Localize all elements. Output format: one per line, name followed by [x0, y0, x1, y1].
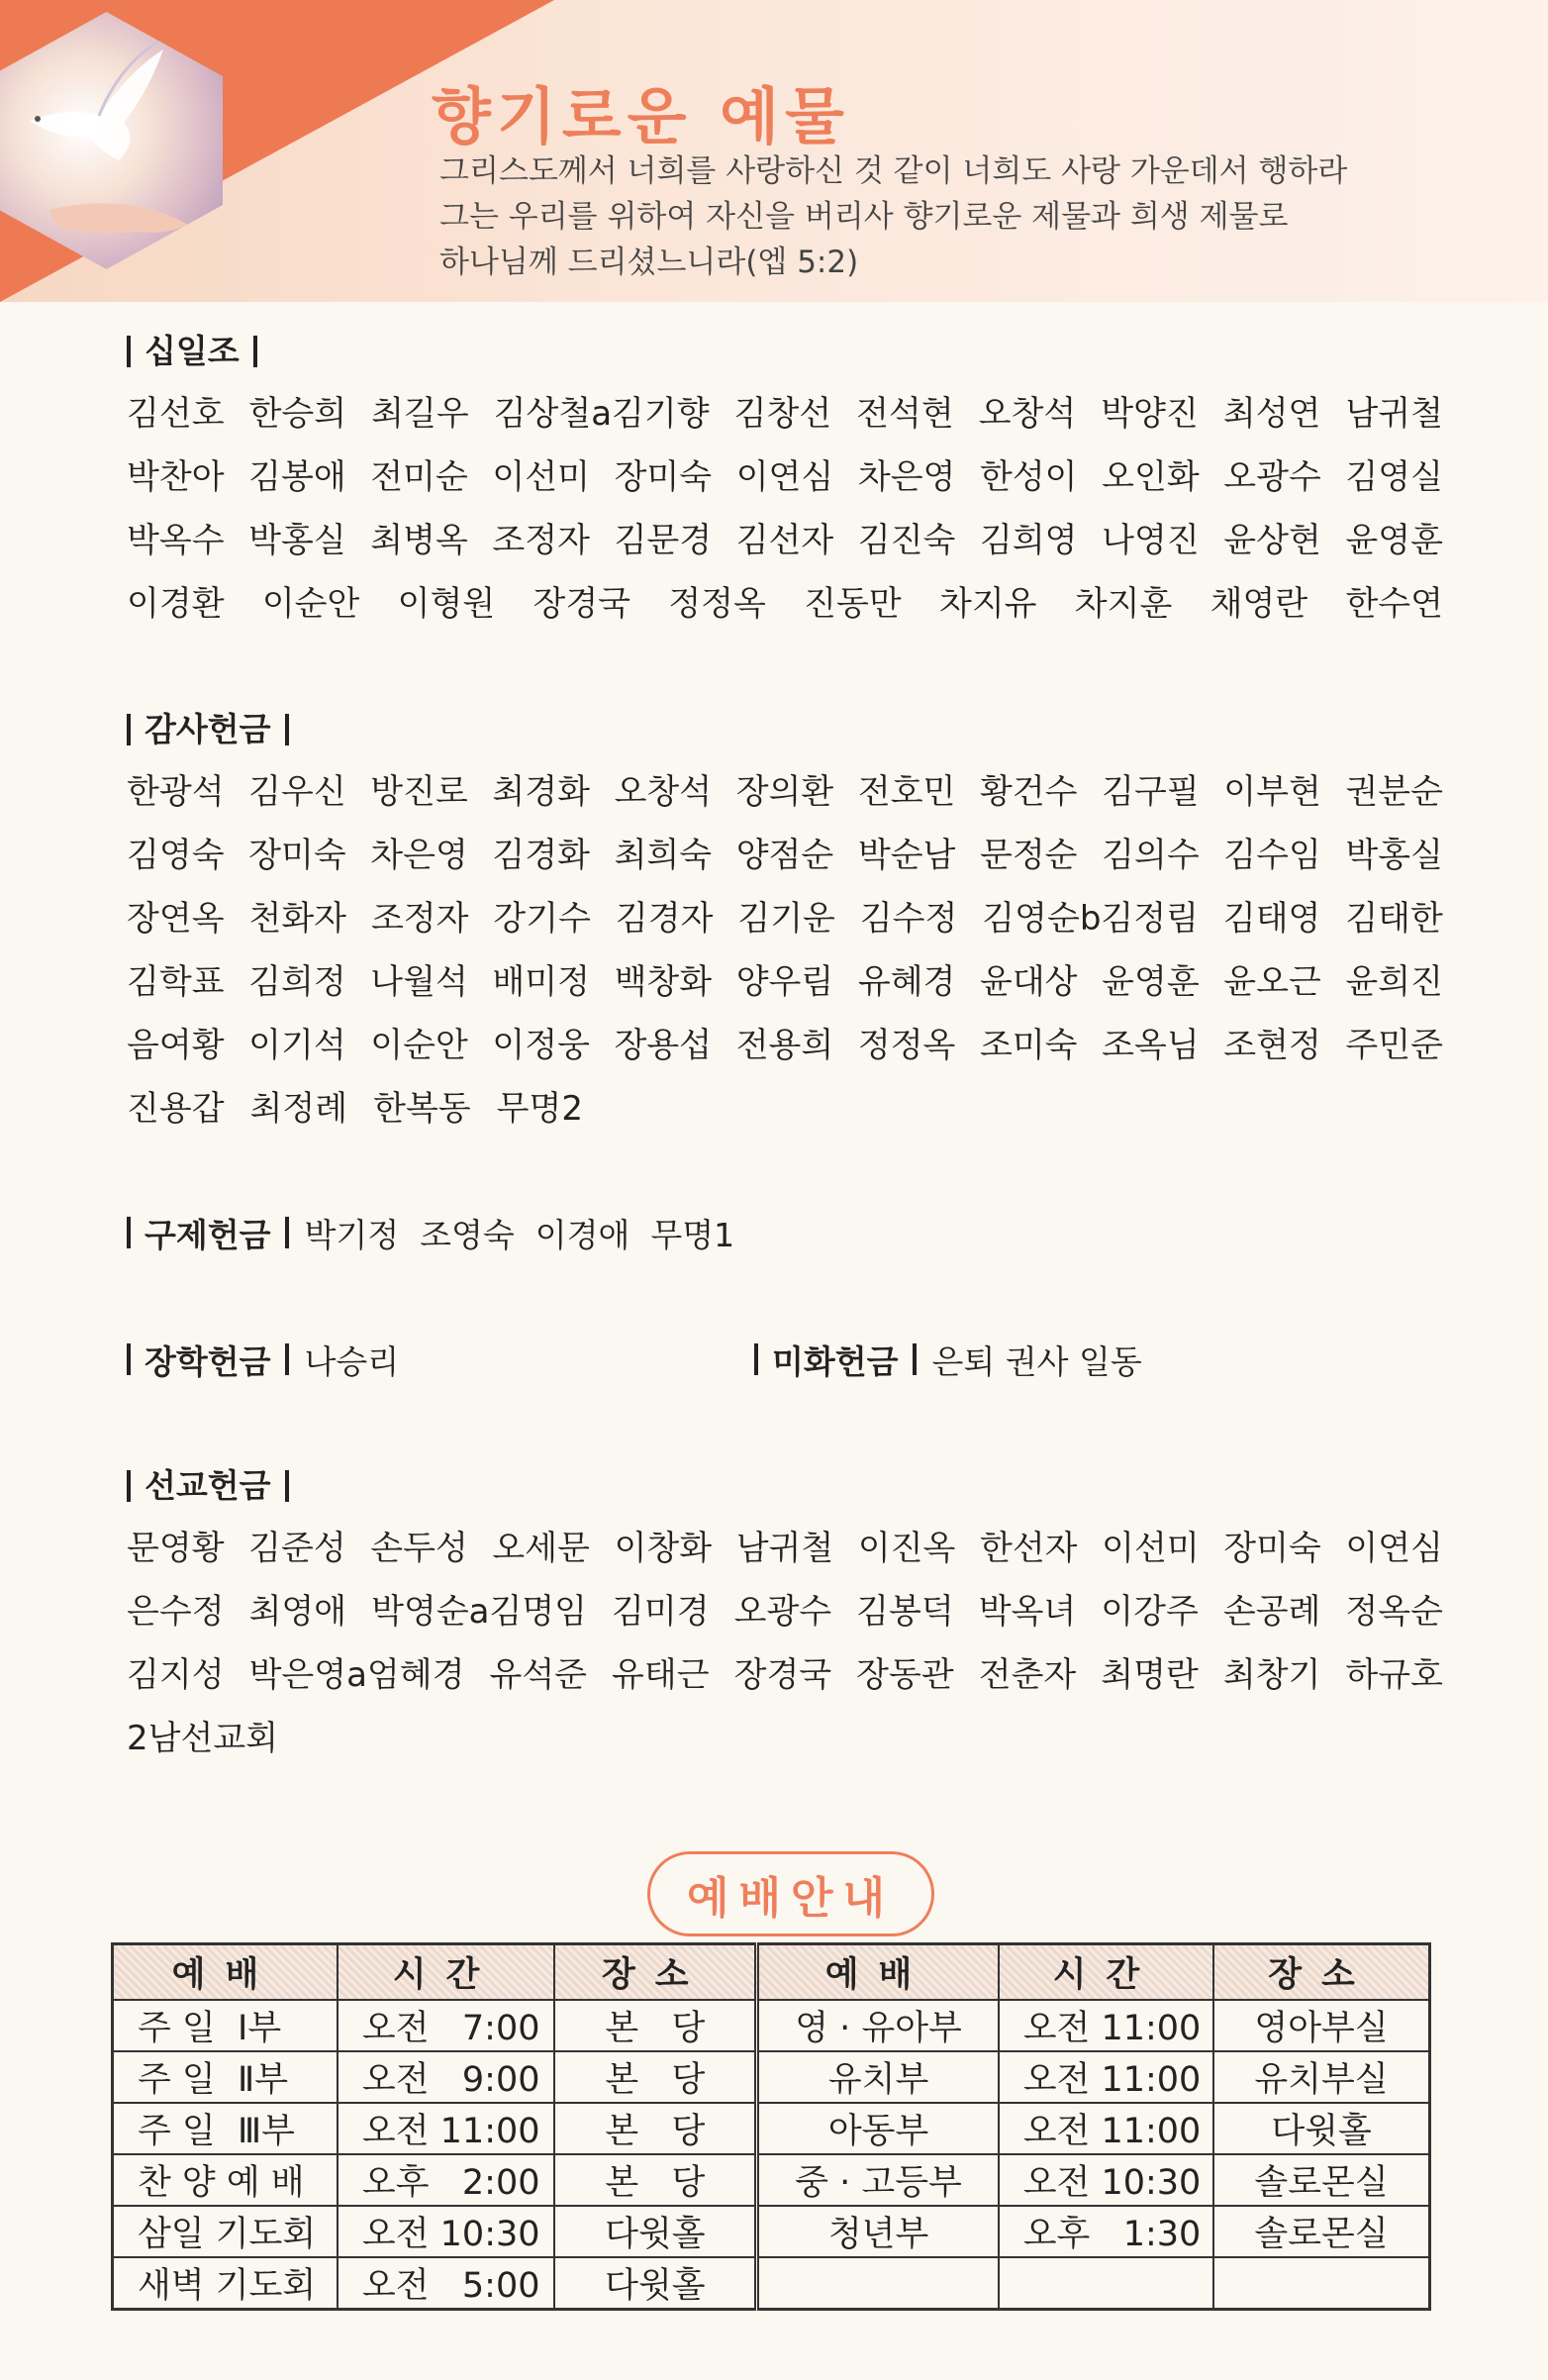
- service-place: [1213, 2257, 1429, 2310]
- donor-name: 조옥님: [1102, 1026, 1200, 1065]
- donor-name: 문정순: [979, 836, 1078, 875]
- service-time: 오전 9:00: [338, 2051, 554, 2103]
- section-label: 구제헌금: [145, 1215, 271, 1254]
- service-place: 본 당: [554, 2103, 757, 2154]
- name-row: [127, 382, 1443, 446]
- name-list: [127, 760, 1443, 1140]
- service-name: 유치부: [757, 2051, 999, 2103]
- donor-name: 이정웅: [492, 1026, 590, 1065]
- donor-name: 김문경: [614, 521, 713, 560]
- name-row: [127, 572, 1443, 636]
- donor-name: 김학표: [127, 962, 225, 1002]
- donor-name: 문영황: [127, 1529, 225, 1568]
- donor-name: 오광수: [1223, 457, 1321, 497]
- donor-name: 김태영: [1222, 899, 1321, 939]
- donor-name: 정정옥: [668, 584, 766, 624]
- donor-name: 차은영: [370, 836, 468, 875]
- service-place: 솔로몬실: [1213, 2154, 1429, 2206]
- donor-name: 장미숙: [248, 836, 346, 875]
- donor-name: 채영란: [1209, 584, 1308, 624]
- donor-name: 김수임: [1223, 836, 1321, 875]
- donor-name: 차지유: [938, 584, 1037, 624]
- donor-name: 김태한: [1345, 899, 1443, 939]
- table-row: [113, 2154, 1430, 2206]
- name-row: [127, 509, 1443, 572]
- table-row: [113, 2000, 1430, 2051]
- name-row: [127, 1643, 1443, 1707]
- page-title: 향기로운 예물: [432, 80, 850, 152]
- donor-name: 하규호: [1345, 1655, 1443, 1695]
- service-name: 주 일 Ⅱ부: [113, 2051, 338, 2103]
- service-place: 본 당: [554, 2154, 757, 2206]
- donor-name: 진용갑: [127, 1089, 225, 1129]
- donor-name: 장의환: [735, 772, 834, 812]
- donor-name: 장연옥: [127, 899, 225, 939]
- donor-name: 김봉덕: [856, 1592, 954, 1632]
- donor-name: 손공례: [1222, 1592, 1321, 1632]
- worship-schedule-table: [111, 1942, 1431, 2311]
- donor-name: 이선미: [1102, 1529, 1200, 1568]
- donor-name: 김영숙: [127, 836, 225, 875]
- column-header: 예배: [757, 1944, 999, 2001]
- donor-name: 김준성: [248, 1529, 346, 1568]
- donor-name: 이경환: [127, 584, 225, 624]
- donor-name: 백창화: [614, 962, 713, 1002]
- donor-name: 박홍실: [248, 521, 346, 560]
- column-header: 시간: [999, 1944, 1213, 2001]
- donor-name: 은수정: [127, 1592, 225, 1632]
- section-label: 선교헌금: [127, 1461, 1443, 1511]
- donor-name: 이연심: [735, 457, 834, 497]
- donor-name: 차지훈: [1074, 584, 1173, 624]
- name-row: [127, 1077, 1443, 1140]
- section-label: 장학헌금: [145, 1341, 271, 1381]
- donor-name: 이순안: [261, 584, 360, 624]
- donor-name: 이순안: [370, 1026, 468, 1065]
- donor-name: 박은영a엄혜경: [248, 1655, 465, 1695]
- service-name: 아동부: [757, 2103, 999, 2154]
- service-place: 유치부실: [1213, 2051, 1429, 2103]
- table-row: [113, 2103, 1430, 2154]
- section-label: 감사헌금: [127, 705, 1443, 754]
- donor-name: 나영진: [1102, 521, 1200, 560]
- service-time: 오전 11:00: [338, 2103, 554, 2154]
- donor-name: 유태근: [612, 1655, 710, 1695]
- donor-name: 최영애: [248, 1592, 347, 1632]
- donor-name: 최희숙: [614, 836, 713, 875]
- name-row: [127, 1517, 1443, 1580]
- donor-name: 최길우: [371, 394, 469, 434]
- name-row: [127, 760, 1443, 824]
- donor-name: 이형원: [397, 584, 496, 624]
- service-time: 오전 10:30: [338, 2206, 554, 2257]
- donor-name: 최병옥: [370, 521, 468, 560]
- donor-name: 강기수: [493, 899, 591, 939]
- name-list: [127, 382, 1443, 636]
- donor-name: 이선미: [492, 457, 590, 497]
- donor-name: 김지성: [127, 1655, 225, 1695]
- service-place: 영아부실: [1213, 2000, 1429, 2051]
- donor-name: 이연심: [1345, 1529, 1443, 1568]
- service-name: 주 일 Ⅲ부: [113, 2103, 338, 2154]
- name-list: 박기정 조영숙 이경애 무명1: [304, 1215, 735, 1254]
- donor-name: 장미숙: [614, 457, 713, 497]
- service-time: 오전 10:30: [999, 2154, 1213, 2206]
- donor-name: 윤대상: [979, 962, 1078, 1002]
- donor-name: 전미순: [370, 457, 468, 497]
- donor-name: 오세문: [492, 1529, 590, 1568]
- donor-name: 김기운: [737, 899, 835, 939]
- donor-name: 윤상현: [1223, 521, 1321, 560]
- donor-name: 윤오근: [1223, 962, 1321, 1002]
- table-row: [113, 2257, 1430, 2310]
- service-time: 오전 11:00: [999, 2103, 1213, 2154]
- donor-name: 양우림: [735, 962, 834, 1002]
- donor-name: 남귀철: [735, 1529, 834, 1568]
- relief-offering-section: [127, 1208, 1443, 1257]
- donor-name: 장경국: [532, 584, 631, 624]
- name-list: 은퇴 권사 일동: [931, 1341, 1142, 1381]
- donor-name: 오창석: [978, 394, 1077, 434]
- donor-name: 김수정: [859, 899, 958, 939]
- donor-name: 이부현: [1223, 772, 1321, 812]
- donor-name: 차은영: [857, 457, 956, 497]
- donor-name: 전용희: [735, 1026, 834, 1065]
- service-name: 주 일 Ⅰ부: [113, 2000, 338, 2051]
- donor-name: 이기석: [248, 1026, 346, 1065]
- verse-line: 그리스도께서 너희를 사랑하신 것 같이 너희도 사랑 가운데서 행하라: [439, 153, 1348, 189]
- worship-guide-title: 예배안내: [647, 1851, 934, 1936]
- donor-name: 김선자: [735, 521, 834, 560]
- donor-name: 이창화: [614, 1529, 713, 1568]
- donor-name: 김상철a김기향: [493, 394, 710, 434]
- service-name: 청년부: [757, 2206, 999, 2257]
- donor-name: 김구필: [1102, 772, 1200, 812]
- donor-name: 김창선: [733, 394, 832, 434]
- service-name: 중 · 고등부: [757, 2154, 999, 2206]
- donor-name: 한승희: [248, 394, 347, 434]
- table-header-row: [113, 1944, 1430, 2001]
- donor-name: 박옥녀: [978, 1592, 1077, 1632]
- donor-name: 조미숙: [979, 1026, 1078, 1065]
- service-time: 오전 5:00: [338, 2257, 554, 2310]
- service-name: 새벽 기도회: [113, 2257, 338, 2310]
- donor-name: 남귀철: [1345, 394, 1443, 434]
- service-place: 다윗홀: [554, 2206, 757, 2257]
- donor-name: 황건수: [979, 772, 1078, 812]
- donor-name: 한성이: [979, 457, 1078, 497]
- donor-name: 윤희진: [1345, 962, 1443, 1002]
- bible-verse: [439, 149, 1479, 285]
- donor-name: 한광석: [127, 772, 225, 812]
- service-time: 오전 11:00: [999, 2000, 1213, 2051]
- name-row: [127, 1014, 1443, 1077]
- column-header: 장소: [554, 1944, 757, 2001]
- service-place: 본 당: [554, 2000, 757, 2051]
- donor-name: 오인화: [1102, 457, 1200, 497]
- beautify-offering-section: [754, 1335, 1447, 1384]
- donor-name: 권분순: [1345, 772, 1443, 812]
- name-row: [127, 824, 1443, 887]
- service-name: 영 · 유아부: [757, 2000, 999, 2051]
- donor-name: 김경화: [492, 836, 590, 875]
- donor-name: 장경국: [733, 1655, 832, 1695]
- service-place: 솔로몬실: [1213, 2206, 1429, 2257]
- service-time: 오전 11:00: [999, 2051, 1213, 2103]
- donor-name: 김우신: [248, 772, 346, 812]
- donor-name: 김미경: [612, 1592, 710, 1632]
- donor-name: 음여황: [127, 1026, 225, 1065]
- donor-name: 김희영: [979, 521, 1078, 560]
- donor-name: 나월석: [370, 962, 468, 1002]
- donor-name: 장미숙: [1223, 1529, 1321, 1568]
- donor-name: 배미정: [492, 962, 590, 1002]
- donor-name: 박양진: [1101, 394, 1199, 434]
- donor-name: 최창기: [1222, 1655, 1321, 1695]
- name-row: [127, 446, 1443, 509]
- donor-name: 정옥순: [1345, 1592, 1443, 1632]
- service-name: [757, 2257, 999, 2310]
- donor-name: 손두성: [370, 1529, 468, 1568]
- verse-line: 하나님께 드리셨느니라(엡 5:2): [439, 245, 859, 280]
- donor-name: 조정자: [370, 899, 469, 939]
- donor-name: 김경자: [615, 899, 714, 939]
- column-header: 장소: [1213, 1944, 1429, 2001]
- donor-name: 양점순: [735, 836, 834, 875]
- donor-name: 천화자: [248, 899, 347, 939]
- donor-name: 최정례: [249, 1089, 348, 1129]
- donor-name: 무명2: [496, 1089, 583, 1129]
- donor-name: 박홍실: [1345, 836, 1443, 875]
- section-label: 십일조: [127, 327, 1443, 376]
- donor-name: 전춘자: [978, 1655, 1077, 1695]
- thanks-offering-section: [127, 705, 1443, 1140]
- donor-name: 박영순a김명임: [371, 1592, 588, 1632]
- donor-name: 방진로: [370, 772, 468, 812]
- donor-name: 오광수: [733, 1592, 832, 1632]
- table-row: [113, 2051, 1430, 2103]
- donor-name: 2남선교회: [127, 1719, 279, 1758]
- service-place: 본 당: [554, 2051, 757, 2103]
- donor-name: 박순남: [857, 836, 956, 875]
- service-time: [999, 2257, 1213, 2310]
- name-row: [127, 1707, 1443, 1770]
- donor-name: 박찬아: [127, 457, 225, 497]
- donor-name: 한수연: [1345, 584, 1443, 624]
- column-header: 시간: [338, 1944, 554, 2001]
- donor-name: 김봉애: [248, 457, 346, 497]
- donor-name: 조정자: [492, 521, 590, 560]
- service-place: 다윗홀: [1213, 2103, 1429, 2154]
- donor-name: 장용섭: [614, 1026, 713, 1065]
- donor-name: 김희정: [248, 962, 346, 1002]
- donor-name: 박옥수: [127, 521, 225, 560]
- name-row: [127, 1580, 1443, 1643]
- name-list: 나승리: [304, 1341, 400, 1381]
- service-name: 찬 양 예 배: [113, 2154, 338, 2206]
- name-row: [127, 887, 1443, 950]
- service-time: 오후 2:00: [338, 2154, 554, 2206]
- donor-name: 김선호: [127, 394, 225, 434]
- donor-name: 정정옥: [857, 1026, 956, 1065]
- donor-name: 유석준: [489, 1655, 588, 1695]
- tithe-section: [127, 327, 1443, 636]
- donor-name: 이진옥: [857, 1529, 956, 1568]
- header-banner: [0, 0, 1548, 302]
- donor-name: 한선자: [979, 1529, 1078, 1568]
- donor-name: 한복동: [373, 1089, 471, 1129]
- service-place: 다윗홀: [554, 2257, 757, 2310]
- donor-name: 김의수: [1102, 836, 1200, 875]
- donor-name: 전호민: [857, 772, 956, 812]
- verse-line: 그는 우리를 위하여 자신을 버리사 향기로운 제물과 희생 제물로: [439, 199, 1289, 235]
- donor-name: 김영순b김정림: [982, 899, 1199, 939]
- column-header: 예배: [113, 1944, 338, 2001]
- section-label: 미화헌금: [772, 1341, 899, 1381]
- donor-name: 장동관: [856, 1655, 954, 1695]
- donor-name: 윤영훈: [1345, 521, 1443, 560]
- donor-name: 주민준: [1345, 1026, 1443, 1065]
- donor-name: 조현정: [1223, 1026, 1321, 1065]
- donor-name: 김영실: [1345, 457, 1443, 497]
- name-list: [127, 1517, 1443, 1770]
- table-row: [113, 2206, 1430, 2257]
- donor-name: 이강주: [1101, 1592, 1199, 1632]
- service-time: 오전 7:00: [338, 2000, 554, 2051]
- service-name: 삼일 기도회: [113, 2206, 338, 2257]
- donor-name: 김진숙: [857, 521, 956, 560]
- donor-name: 유혜경: [857, 962, 956, 1002]
- donor-name: 최명란: [1101, 1655, 1199, 1695]
- name-row: [127, 950, 1443, 1014]
- donor-name: 오창석: [614, 772, 713, 812]
- donor-name: 윤영훈: [1102, 962, 1200, 1002]
- mission-offering-section: [127, 1461, 1443, 1770]
- donor-name: 전석현: [856, 394, 954, 434]
- service-time: 오후 1:30: [999, 2206, 1213, 2257]
- donor-name: 최경화: [492, 772, 590, 812]
- donor-name: 진동만: [804, 584, 902, 624]
- donor-name: 최성연: [1222, 394, 1321, 434]
